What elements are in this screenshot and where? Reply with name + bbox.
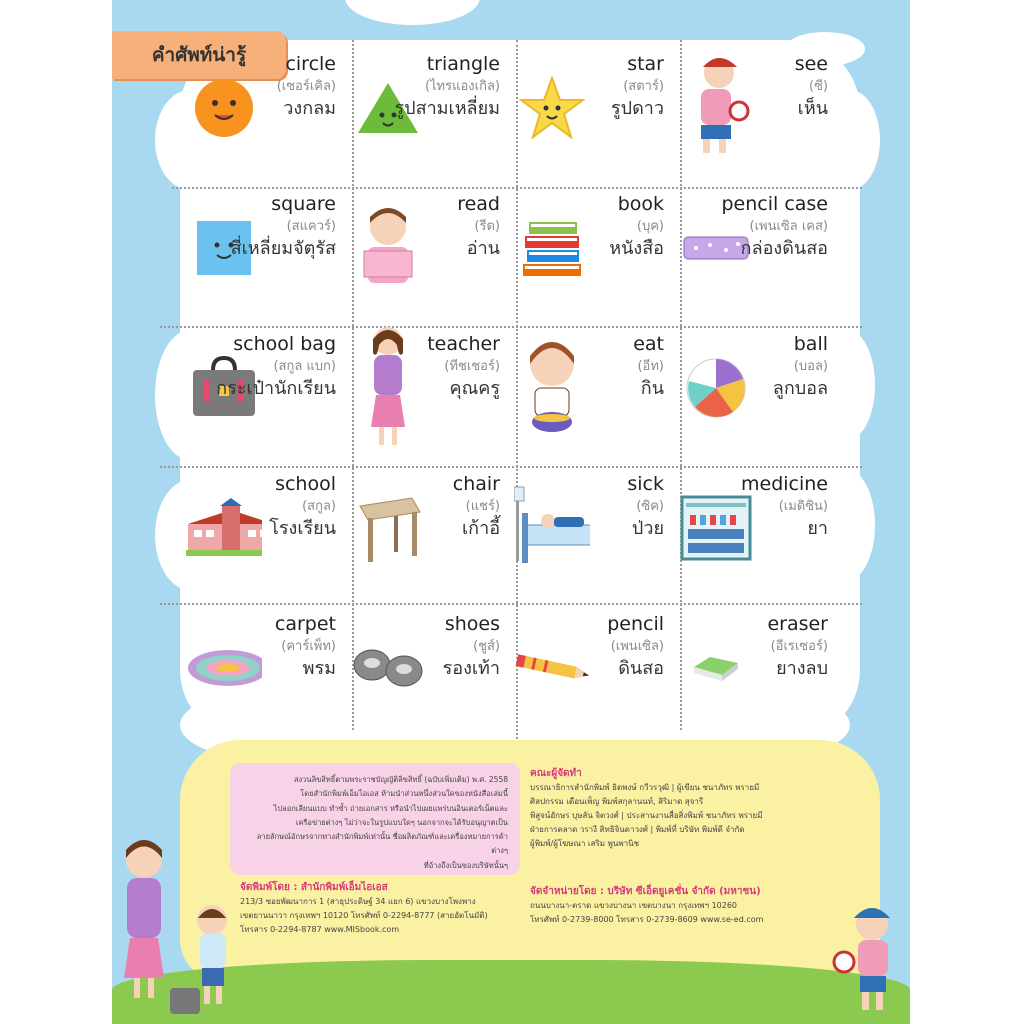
title-banner: คำศัพท์น่ารู้ [112, 31, 286, 79]
vocab-card-read [344, 188, 508, 328]
pronunciation: (สตาร์) [623, 78, 664, 94]
thai-meaning: วงกลม [283, 97, 336, 119]
thai-meaning: กิน [640, 377, 664, 399]
pronunciation: (เซอร์เคิล) [276, 78, 336, 94]
thai-meaning: พรม [302, 657, 336, 679]
english-word: carpet [274, 613, 336, 635]
english-word: teacher [427, 333, 500, 355]
vocab-card-shoes [344, 608, 508, 748]
pronunciation: (สกูล แบก) [273, 358, 336, 374]
pronunciation: (เพนเซิล เคส) [749, 218, 828, 234]
vocab-card-triangle [344, 48, 508, 188]
english-word: book [617, 193, 664, 215]
pronunciation: (ซี) [809, 78, 828, 94]
english-word: triangle [426, 53, 500, 75]
thai-meaning: หนังสือ [609, 237, 664, 259]
vocab-card-see [672, 48, 836, 188]
english-word: star [627, 53, 664, 75]
pronunciation: (คาร์เพ็ท) [281, 638, 336, 654]
english-word: eraser [767, 613, 828, 635]
pronunciation: (สแควร์) [286, 218, 336, 234]
thai-meaning: รูปดาว [611, 97, 664, 119]
vocab-card-pencil [508, 608, 672, 748]
vocab-card-sick [508, 468, 672, 608]
vocab-card-eat [508, 328, 672, 468]
english-word: sick [627, 473, 664, 495]
distributor-info: จัดจำหน่ายโดย : บริษัท ซีเอ็ดยูเคชั่น จำกัด (มหาชน) ถนนบางนา-ตราด แขวงบางนา เขตบางนา กรุงเทพฯ 10260 โทรศัพท์ 0-2739-8000 โทรสาร 0-2739-8609 www.se-ed.com [530, 884, 850, 927]
english-word: eat [633, 333, 664, 355]
pronunciation: (บุค) [636, 218, 664, 234]
english-word: circle [285, 53, 336, 75]
thai-meaning: เห็น [797, 97, 828, 119]
thai-meaning: อ่าน [466, 237, 500, 259]
pronunciation: (สกูล) [302, 498, 336, 514]
pronunciation: (เมดิซิน) [778, 498, 828, 514]
vocab-card-eraser [672, 608, 836, 748]
boy-magnifier-illustration [828, 900, 908, 1020]
publisher-info: จัดพิมพ์โดย : สำนักพิมพ์เอ็มไอเอส 213/3 ซอยพัฒนาการ 1 (สาธุประดิษฐ์ 34 แยก 6) แขวงบางโพงพาง เขตยานนาวา กรุงเทพฯ 10120 โทรศัพท์ 0-2294-8777 (สายอัตโนมัติ) โทรสาร 0-2294-8787 www.MISbook.com [240, 880, 520, 937]
vocab-card-circle [180, 48, 344, 188]
pronunciation: (รีด) [474, 218, 500, 234]
vocab-card-chair [344, 468, 508, 608]
vocab-card-ball [672, 328, 836, 468]
teacher-and-boy-illustration [112, 830, 252, 1020]
english-word: ball [793, 333, 828, 355]
pronunciation: (อีเรเซอร์) [770, 638, 828, 654]
vocab-card-book [508, 188, 672, 328]
thai-meaning: ยางลบ [776, 657, 828, 679]
thai-meaning: ลูกบอล [772, 377, 828, 399]
english-word: shoes [444, 613, 500, 635]
pronunciation: (ซิค) [636, 498, 664, 514]
english-word: medicine [741, 473, 828, 495]
thai-meaning: รองเท้า [442, 657, 500, 679]
english-word: school [275, 473, 336, 495]
thai-meaning: กล่องดินสอ [740, 237, 828, 259]
thai-meaning: คุณครู [449, 377, 500, 399]
vocab-card-square [180, 188, 344, 328]
english-word: square [271, 193, 336, 215]
english-word: see [794, 53, 828, 75]
team-label: คณะผู้จัดทำ [530, 768, 582, 779]
pronunciation: (อีท) [637, 358, 664, 374]
english-word: chair [452, 473, 500, 495]
english-word: pencil [607, 613, 664, 635]
pronunciation: (เพนเซิล) [610, 638, 664, 654]
thai-meaning: เก้าอี้ [462, 517, 500, 539]
distributor-label: จัดจำหน่ายโดย : บริษัท ซีเอ็ดยูเคชั่น จำกัด (มหาชน) [530, 886, 761, 897]
thai-meaning: ดินสอ [618, 657, 664, 679]
thai-meaning: ป่วย [631, 517, 664, 539]
english-word: read [457, 193, 500, 215]
publisher-label: จัดพิมพ์โดย : สำนักพิมพ์เอ็มไอเอส [240, 882, 388, 893]
thai-meaning: สี่เหลี่ยมจัตุรัส [230, 237, 336, 259]
vocab-card-medicine [672, 468, 836, 608]
vocab-card-school [180, 468, 344, 608]
pronunciation: (ทีชเชอร์) [444, 358, 500, 374]
copyright-box: สงวนลิขสิทธิ์ตามพระราชบัญญัติลิขสิทธิ์ (ฉบับเพิ่มเติม) พ.ศ. 2558 โดยสำนักพิมพ์เอ็มไอเอส ห้ามนำส่วนหนึ่งส่วนใดของหนังสือเล่มนี้ ไปลอกเลียนแบบ ทำซ้ำ ถ่ายเอกสาร หรือนำไปเผยแพร่บนอินเตอร์เน็ตและ เครือข่ายต่างๆ ไม่ว่าจะในรูปแบบใดๆ นอกจากจะได้รับอนุญาตเป็น ลายลักษณ์อักษรจากทางสำนักพิมพ์เท่านั้น ชื่อผลิตภัณฑ์และเครื่องหมายการค้าต่างๆ ที่อ้างถึงเป็นของบริษัทนั้นๆ [230, 763, 520, 875]
thai-meaning: โรงเรียน [269, 517, 336, 539]
thai-meaning: กระเป๋านักเรียน [216, 377, 336, 399]
vocab-card-pencil-case [672, 188, 836, 328]
english-word: school bag [233, 333, 336, 355]
vocab-card-school-bag [180, 328, 344, 468]
pronunciation: (ชูส์) [473, 638, 500, 654]
thai-meaning: รูปสามเหลี่ยม [394, 97, 500, 119]
pronunciation: (ไทรแองเกิล) [424, 78, 500, 94]
thai-meaning: ยา [807, 517, 828, 539]
team-info: คณะผู้จัดทำ บรรณาธิการสำนักพิมพ์ ธิดพงษ์ กวีวรวุฒิ | ผู้เขียน ชนาภัทร พรายมี ศิลปกรรม เดือนเพ็ญ พิมพ์สกุลานนท์, สิริมาด สุจารี พิสูจน์อักษร บุษลัน จิตวงศ์ | ประสานงานสื่อสิ่งพิมพ์ ชนาภัทร พรายมี ฝ่ายการตลาด วรางี สิทธิจินดาวงศ์ | พิมพ์ที่ บริษัท พิมพ์ดี จำกัด ผู้พิมพ์/ผู้โฆษณา เสริม พูนพานิช [530, 766, 830, 851]
pronunciation: (บอล) [793, 358, 828, 374]
english-word: pencil case [721, 193, 828, 215]
vocab-card-teacher [344, 328, 508, 468]
vocab-card-carpet [180, 608, 344, 748]
vocab-card-star [508, 48, 672, 188]
pronunciation: (แชร์) [465, 498, 500, 514]
